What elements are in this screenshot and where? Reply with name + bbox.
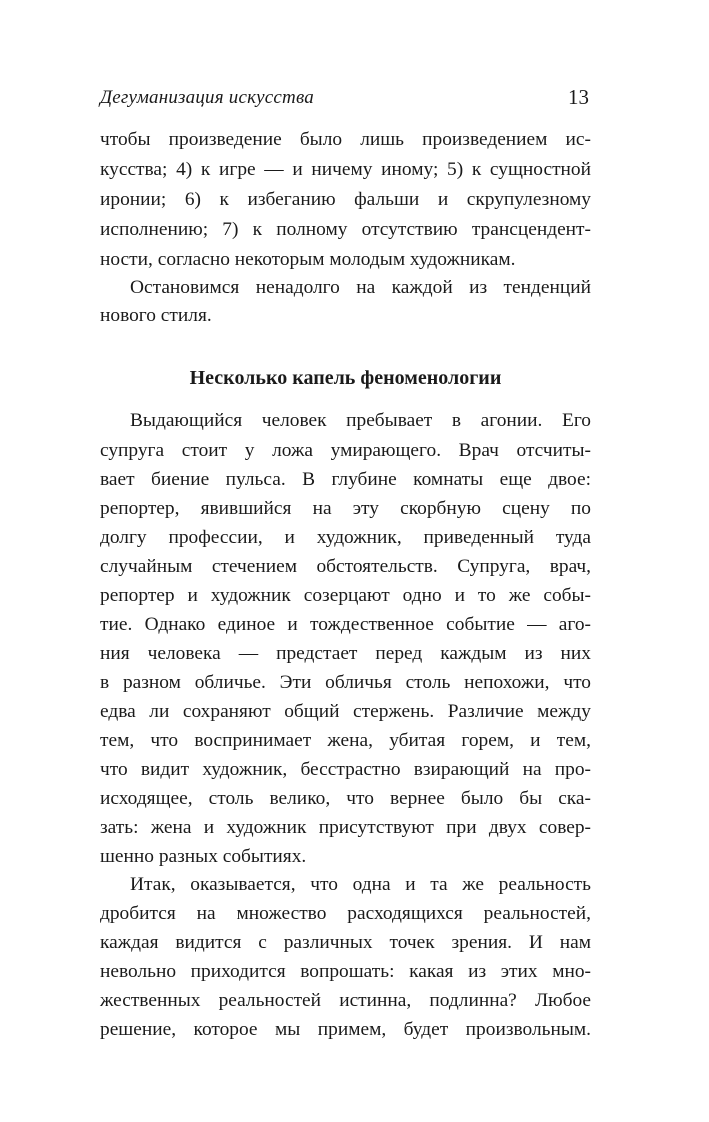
- text-line: исходящее, столь велико, что вернее было бы ска-: [100, 788, 591, 809]
- text-line: супруга стоит у ложа умирающего. Врач отсчиты-: [100, 440, 591, 461]
- text-line: шенно разных событиях.: [100, 846, 307, 867]
- text-line: дробится на множество расходящихся реальностей,: [100, 903, 591, 924]
- text-line: Выдающийся человек пребывает в агонии. Его: [130, 410, 591, 431]
- text-line: едва ли сохраняют общий стержень. Различие между: [100, 701, 591, 722]
- text-line: тем, что воспринимает жена, убитая горем, и тем,: [100, 730, 591, 751]
- text-line: чтобы произведение было лишь произведением ис-: [100, 129, 591, 150]
- text-line: Итак, оказывается, что одна и та же реальность: [130, 874, 591, 895]
- text-line: исполнению; 7) к полному отсутствию трансцендент-: [100, 219, 591, 240]
- text-line: ния человека — предстает перед каждым из них: [100, 643, 591, 664]
- running-header: [100, 87, 591, 117]
- running-title: Дегуманизация искусства: [100, 87, 314, 108]
- text-line: зать: жена и художник присутствуют при двух совер-: [100, 817, 591, 838]
- text-line: что видит художник, бесстрастно взирающий на про-: [100, 759, 591, 780]
- text-line: жественных реальностей истинна, подлинна? Любое: [100, 990, 591, 1011]
- text-line: невольно приходится вопрошать: какая из этих мно-: [100, 961, 591, 982]
- text-line: каждая видится с различных точек зрения. И нам: [100, 932, 591, 953]
- text-line: иронии; 6) к избеганию фальши и скрупулезному: [100, 189, 591, 210]
- text-line: в разном обличье. Эти обличья столь непохожи, что: [100, 672, 591, 693]
- text-line: кусства; 4) к игре — и ничему иному; 5) к сущностной: [100, 159, 591, 180]
- section-heading: Несколько капель феноменологии: [189, 367, 502, 389]
- page-number: 13: [568, 85, 589, 109]
- text-line: решение, которое мы примем, будет произвольным.: [100, 1019, 591, 1040]
- text-line: долгу профессии, и художник, приведенный туда: [100, 527, 591, 548]
- text-line: репортер, явившийся на эту скорбную сцену по: [100, 498, 591, 519]
- text-line: репортер и художник созерцают одно и то же собы-: [100, 585, 591, 606]
- text-line: случайным стечением обстоятельств. Супруга, врач,: [100, 556, 591, 577]
- text-line: тие. Однако единое и тождественное событие — аго-: [100, 614, 591, 635]
- text-line: ности, согласно некоторым молодым художникам.: [100, 249, 516, 270]
- text-line: нового стиля.: [100, 305, 212, 326]
- text-line: Остановимся ненадолго на каждой из тенденций: [130, 277, 591, 298]
- text-line: вает биение пульса. В глубине комнаты еще двое:: [100, 469, 591, 490]
